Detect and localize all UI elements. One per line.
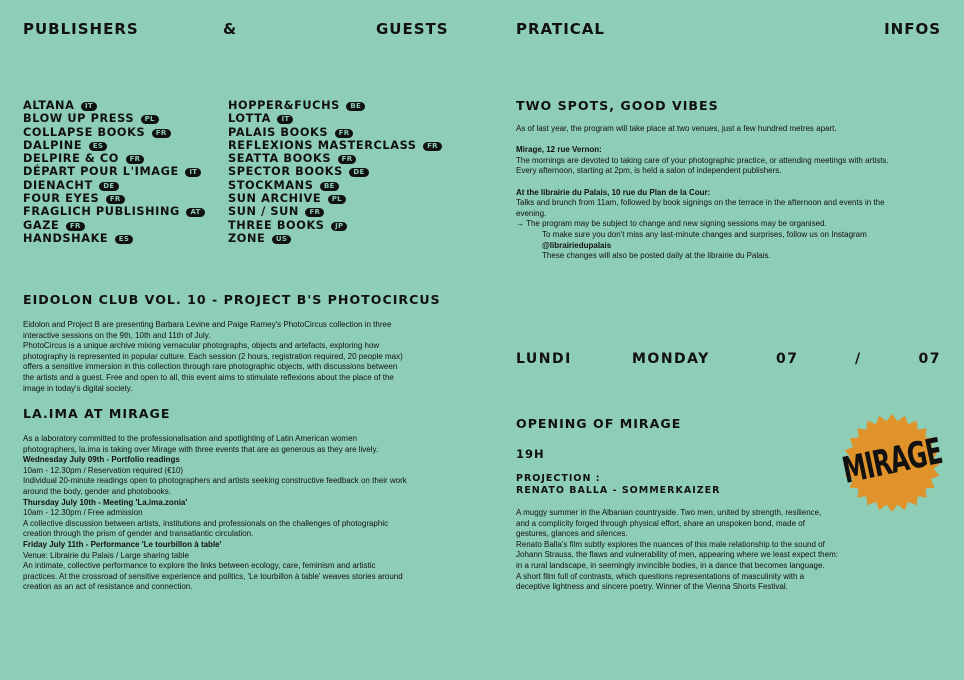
publisher-name: THREE BOOKS [228,218,325,232]
publisher-name: GAZE [23,218,60,232]
publisher-item [228,99,442,112]
publisher-name: ZONE [228,231,266,245]
publisher-name: DÉPART POUR L'IMAGE [23,165,179,179]
text-line: An intimate, collective performance to explore the links between ecology, care, feminism and artistic [23,561,376,571]
publisher-name: FOUR EYES [23,192,100,206]
header-guests: GUESTS [376,20,449,38]
spots-intro: As of last year, the program will take place at two venues, just a few hundred metres apart. [516,124,837,133]
publisher-name: DIENACHT [23,178,93,192]
text-line: and a complicity forged through physical effort, share an unspoken bond, made of [516,518,805,528]
text-line: gestures, glances and silences. [516,529,628,539]
text-line: These changes will also be posted daily at the librairie du Palais. [542,251,771,261]
text-line: Talks and brunch from 11am, followed by book signings on the terrace in the afternoon and events in the [516,198,885,208]
country-badge: FR [152,129,171,138]
mirage-badge [838,413,946,513]
text-line: interactive sessions on the 9th, 10th and 11th of July. [23,330,211,340]
spots-text [516,124,946,262]
publisher-name: HANDSHAKE [23,231,109,245]
country-badge: BE [346,102,365,111]
text-line: A muggy summer in the Albanian countryside. Two men, united by strength, resilience, [516,508,822,517]
publisher-name: SPECTOR BOOKS [228,165,343,179]
text-line: 10am - 12.30pm / Reservation required (€10) [23,465,184,475]
publisher-name: PALAIS BOOKS [228,125,329,139]
publisher-list-1 [23,99,205,245]
publisher-item [23,165,205,178]
text-line: @librairiedupalais [542,240,612,250]
country-badge: PL [141,115,159,124]
text-line: → The program may be subject to change and new signing sessions may be organised. [516,219,827,229]
text-line: Eidolon and Project B are presenting Barbara Levine and Paige Ramey's PhotoCircus collection in three [23,320,392,329]
palais-address: At the librairie du Palais, 10 rue du Plan de la Cour: [516,187,711,197]
country-badge: JP [331,222,347,231]
publisher-name: HOPPER&FUCHS [228,99,340,112]
publisher-item [23,232,205,245]
country-badge: FR [106,195,125,204]
publisher-item [228,179,442,192]
text-line: the artists and a guest. Free and open to all, this event aims to stimulate reflexions about the place of the [23,372,394,382]
publisher-item [228,139,442,152]
palais-lines [516,198,946,230]
projection-label: PROJECTION : [516,473,601,484]
publisher-item [228,205,442,218]
text-line: Johann Strauss, the flaws and vulnerability of men, appearing where we least expect them: [516,550,838,560]
publisher-item [228,192,442,205]
instagram-note [516,230,946,262]
header-pratical: PRATICAL [516,20,605,38]
publisher-name: FRAGLICH PUBLISHING [23,205,180,219]
publisher-item [228,165,442,178]
publisher-name: BLOW UP PRESS [23,112,135,126]
projection-title: RENATO BALLA - SOMMERKAIZER [516,485,721,496]
mirage-address: Mirage, 12 rue Vernon: [516,145,602,155]
country-badge: US [272,235,291,244]
country-badge: FR [335,129,354,138]
publisher-item [228,112,442,125]
publisher-item [23,192,205,205]
publisher-item [228,232,442,245]
publisher-name: SUN / SUN [228,205,299,219]
country-badge: FR [126,155,145,164]
eidolon-text [23,320,463,394]
publisher-item [228,126,442,139]
text-line: Friday July 11th - Performance 'Le tourbillon à table' [23,539,222,549]
laima-text [23,434,473,593]
publisher-item [23,99,205,112]
publisher-name: DALPINE [23,138,83,152]
publisher-item [228,219,442,232]
publisher-item [23,219,205,232]
text-line: 10am - 12.30pm / Free admission [23,508,143,518]
header-publishers: PUBLISHERS [23,20,139,38]
publisher-name: COLLAPSE BOOKS [23,125,146,139]
text-line: photographers, la.ima is taking over Mirage with three events that are as generous as they are lively. [23,444,379,454]
publisher-item [23,179,205,192]
publisher-name: STOCKMANS [228,178,314,192]
date-day: 07 [776,351,799,367]
text-line: creation as an act of resistance and connection. [23,582,193,592]
text-line: A collective discussion between artists, institutions and professionals on the challenges of photographic [23,518,389,528]
date-lundi: LUNDI [516,351,572,367]
text-line: Renato Balla's film subtly explores the nuances of this male relationship to the sound of [516,539,825,549]
country-badge: IT [277,115,293,124]
text-line: in a rural landscape, in seemingly invincible bodies, in a dance that becomes language. [516,560,825,570]
eidolon-title: EIDOLON CLUB VOL. 10 - PROJECT B'S PHOTOCIRCUS [23,292,441,307]
country-badge: FR [66,222,85,231]
country-badge: FR [338,155,357,164]
spots-title: TWO SPOTS, GOOD VIBES [516,98,719,113]
country-badge: BE [320,182,339,191]
text-line: deceptive lightness and sincere poetry. Winner of the Vienna Shorts Festival. [516,582,788,592]
text-line: A short film full of contrasts, which questions representations of masculinity with a [516,571,805,581]
country-badge: ES [115,235,133,244]
publisher-name: REFLEXIONS MASTERCLASS [228,138,417,152]
text-line: Thursday July 10th - Meeting 'La.ima.zonia' [23,497,188,507]
text-line: evening. [516,208,547,218]
text-line: around the body, gender and photobooks. [23,486,171,496]
opening-time: 19H [516,447,545,461]
text-line: creation through the prism of gender and transatlantic circulation. [23,529,254,539]
publisher-list-2 [228,99,442,245]
opening-text [516,508,876,593]
text-line: The mornings are devoted to taking care of your photographic practice, or attending meetings with artists. [516,155,889,165]
publisher-name: ALTANA [23,99,75,112]
country-badge: FR [423,142,442,151]
publisher-name: LOTTA [228,112,271,126]
text-line: As a laboratory committed to the professionalisation and spotlighting of Latin American women [23,434,357,443]
header-infos: INFOS [884,20,941,38]
text-line: offers a sensitive immersion in this collection through rare photographic objects, with discussions between [23,362,398,372]
text-line: To make sure you don't miss any last-minute changes and surprises, follow us on Instagram [542,229,867,239]
country-badge: DE [99,182,118,191]
publisher-name: SUN ARCHIVE [228,192,322,206]
opening-title: OPENING OF MIRAGE [516,416,682,431]
date-separator: / [855,351,862,367]
country-badge: IT [81,102,97,111]
country-badge: PL [328,195,346,204]
mirage-lines [516,156,946,177]
date-monday: MONDAY [632,351,710,367]
text-line: practices. At the crossroad of sensitive experience and politics, 'Le tourbillon à table' weaves stories around [23,571,403,581]
badge-label: MIRAGE [838,430,946,492]
publisher-name: DELPIRE & CO [23,152,120,166]
publisher-item [23,112,205,125]
publisher-item [23,152,205,165]
publisher-name: SEATTA BOOKS [228,152,332,166]
text-line: Individual 20-minute readings open to photographers and artists seeking constructive feedback on their work [23,476,407,486]
header-ampersand: & [223,20,238,38]
country-badge: FR [305,208,324,217]
text-line: Every afternoon, starting at 2pm, is held a salon of independent publishers. [516,166,782,176]
publisher-item [23,126,205,139]
text-line: PhotoCircus is a unique archive mixing vernacular photographs, objects and artefacts, exploring how [23,341,380,351]
publisher-item [23,139,205,152]
date-month: 07 [918,351,941,367]
publisher-item [23,205,205,218]
text-line: photography is represented in popular culture. Each session (2 hours, registration required, 20 people max) [23,351,403,361]
laima-title: LA.IMA AT MIRAGE [23,406,171,421]
text-line: image in today's digital society. [23,383,133,393]
country-badge: ES [89,142,107,151]
text-line: Venue: Librairie du Palais / Large sharing table [23,550,189,560]
text-line: Wednesday July 09th - Portfolio readings [23,455,180,465]
publisher-item [228,152,442,165]
country-badge: AT [186,208,204,217]
country-badge: DE [349,168,368,177]
country-badge: IT [185,168,201,177]
